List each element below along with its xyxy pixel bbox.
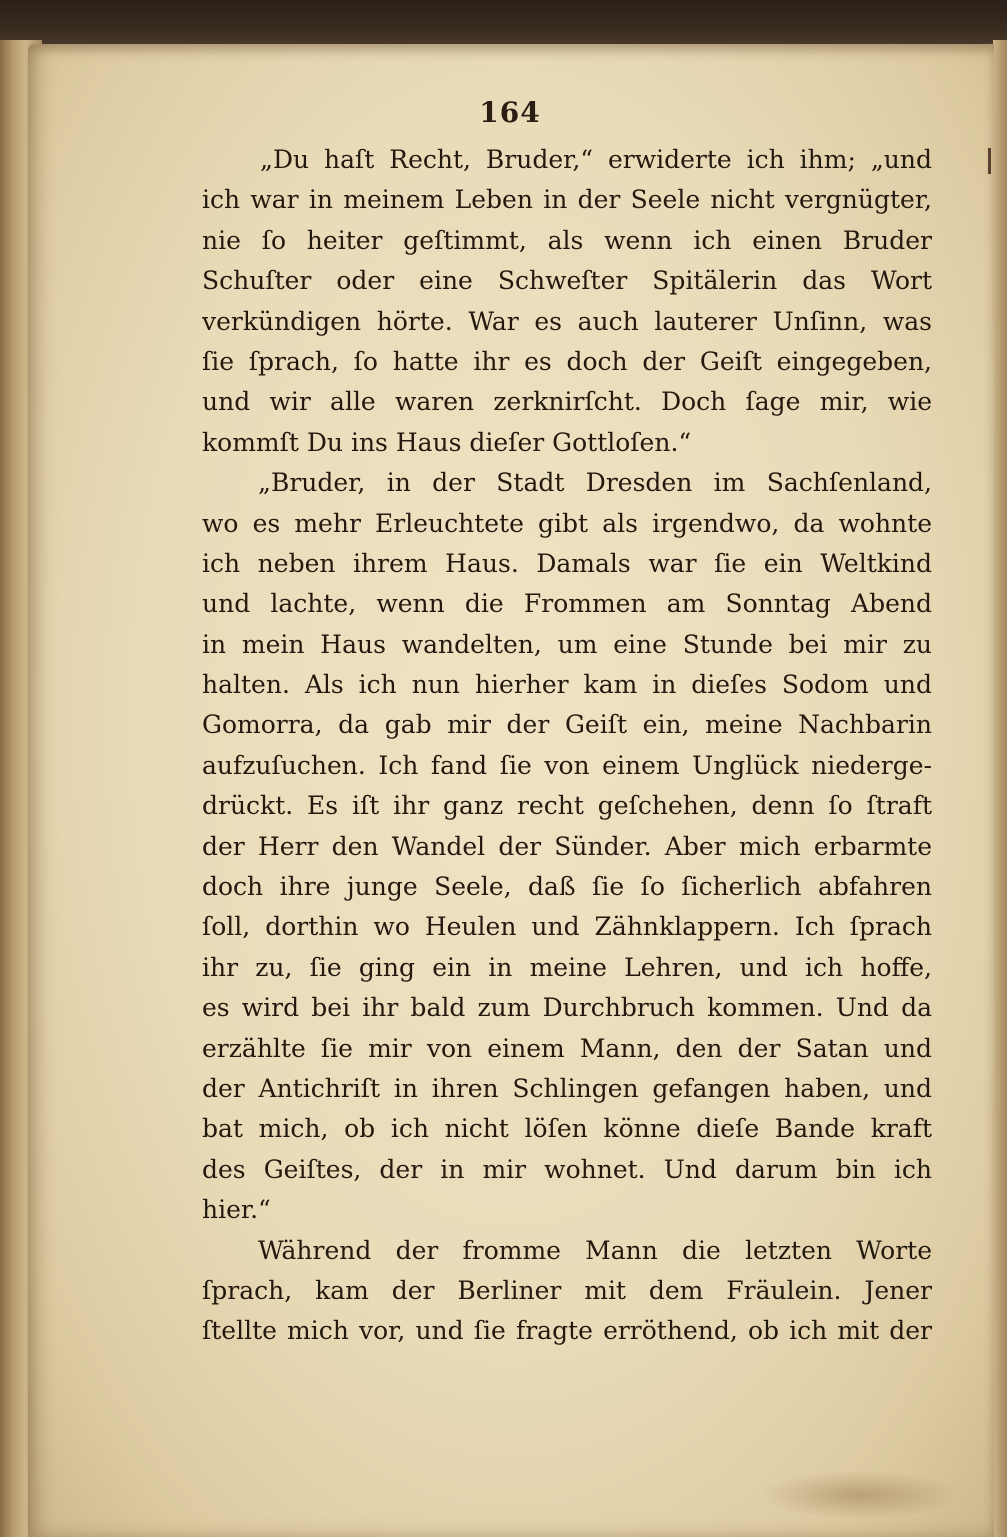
text-line: ich neben ihrem Haus. Damals war ſie ein Weltkind: [202, 548, 932, 578]
text-line: ich war in meinem Leben in der Seele nicht vergnügter,: [202, 185, 932, 215]
text-line: Während der fromme Mann die letzten Worte: [258, 1235, 932, 1265]
text-line: in mein Haus wandelten, um eine Stunde bei mir zu: [202, 629, 932, 659]
text-line: ſie ſprach, ſo hatte ihr es doch der Geiſt eingegeben,: [202, 346, 932, 376]
text-line: drückt. Es iſt ihr ganz recht geſchehen, denn ſo ſtraft: [202, 791, 932, 821]
text-line: Schuſter oder eine Schweſter Spitälerin das Wort: [202, 266, 932, 296]
text-line: und lachte, wenn die Frommen am Sonntag Abend: [202, 589, 932, 619]
page-number: 164: [479, 96, 541, 129]
text-line: ſtellte mich vor, und ſie fragte erröthend, ob ich mit der: [202, 1316, 932, 1346]
text-line: „Bruder, in der Stadt Dresden im Sachſenland,: [258, 468, 932, 498]
text-line: kommſt Du ins Haus dieſer Gottloſen.“: [202, 427, 692, 457]
text-line: der Antichriſt in ihren Schlingen gefangen haben, und: [202, 1073, 932, 1103]
text-line: und wir alle waren zerknirſcht. Doch ſage mir, wie: [202, 387, 932, 417]
body-text: [202, 140, 932, 1352]
text-line: doch ihre junge Seele, daß ſie ſo ſicherlich abfahren: [202, 872, 932, 902]
text-line: wo es mehr Erleuchtete gibt als irgendwo, da wohnte: [202, 508, 932, 538]
text-line: ſprach, kam der Berliner mit dem Fräulein. Jener: [202, 1275, 932, 1305]
text-line: halten. Als ich nun hierher kam in dieſes Sodom und: [202, 670, 932, 700]
text-line: ſoll, dorthin wo Heulen und Zähnklappern. Ich ſprach: [202, 912, 932, 942]
text-line: nie ſo heiter geſtimmt, als wenn ich einen Bruder: [202, 225, 932, 255]
text-line: der Herr den Wandel der Sünder. Aber mich erbarmte: [202, 831, 932, 861]
text-line: ihr zu, ſie ging ein in meine Lehren, und ich hoffe,: [202, 952, 932, 982]
text-line: erzählte ſie mir von einem Mann, den der Satan und: [202, 1033, 932, 1063]
text-line: des Geiſtes, der in mir wohnet. Und darum bin ich: [202, 1154, 932, 1184]
text-line: „Du haſt Recht, Bruder,“ erwiderte ich ihm; „und: [260, 145, 932, 174]
margin-mark: [988, 148, 991, 174]
book-right-edge: [993, 40, 1007, 1537]
text-line: hier.“: [202, 1195, 271, 1225]
text-line: aufzuſuchen. Ich fand ſie von einem Unglück niederge-: [202, 750, 932, 780]
text-line: Gomorra, da gab mir der Geiſt ein, meine Nachbarin: [202, 710, 932, 740]
text-line: verkündigen hörte. War es auch lauterer Unſinn, was: [202, 306, 932, 336]
paper-stain: [760, 1470, 960, 1520]
text-line: es wird bei ihr bald zum Durchbruch kommen. Und da: [202, 993, 932, 1023]
text-line: bat mich, ob ich nicht löſen könne dieſe Bande kraft: [202, 1114, 932, 1144]
